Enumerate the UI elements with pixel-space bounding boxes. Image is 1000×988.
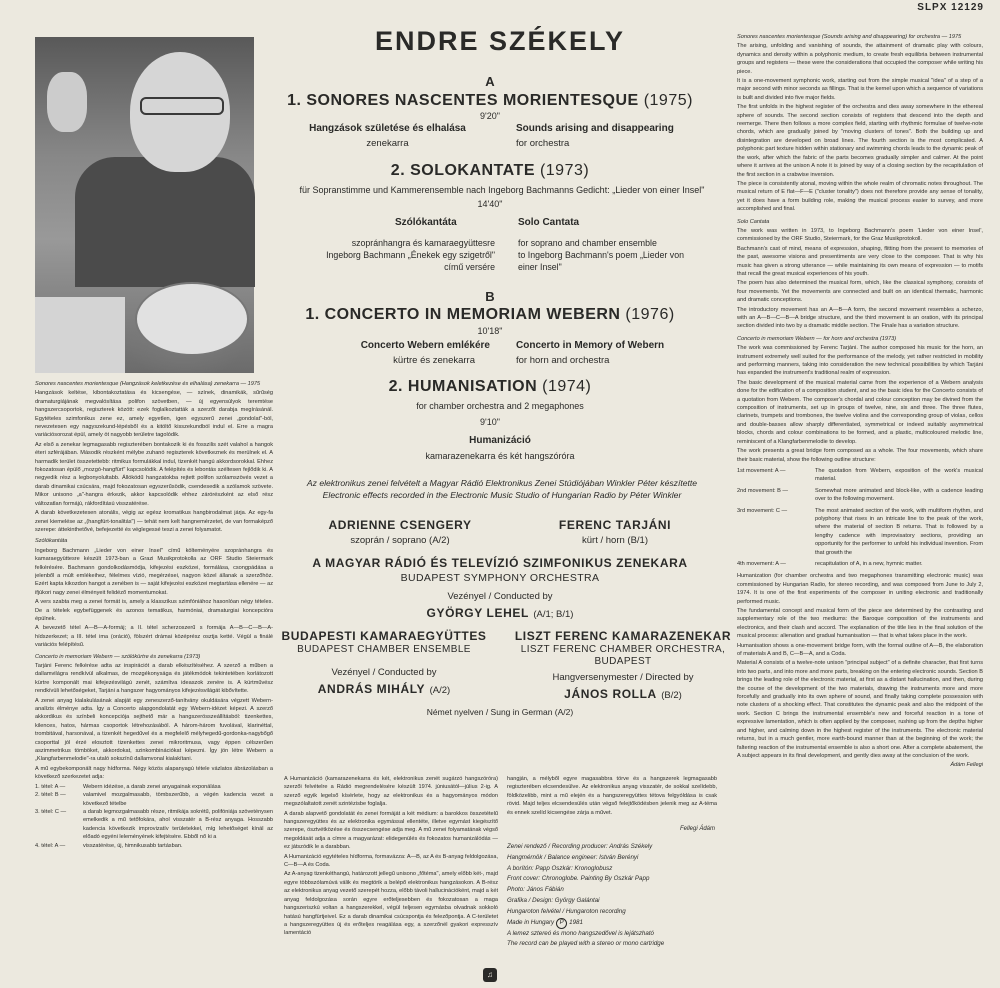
conductor-3 — [508, 685, 738, 703]
en-paragraph-11: The work presents a great bridge form composed as a whole. The four movements, which share their basic material, show the following outline structure: — [737, 448, 983, 463]
work-a2-hu-line1: szopránhangra és kamaraegyüttesre — [351, 238, 495, 248]
hum-paragraph-1: A Humanizáció (kamarazenekarra és két, elektronikus zenét sugárzó hangszóróra) szerzői felvételre a Rádió megrendelésére készült 1974. júniusától—július 2-ig. A szerző egyik legelső kísérlete, hogy az elektronikus és a hagyományos módon megszólaltatott zenét szintézisbe foglalja. — [284, 776, 498, 808]
conductor-1-label: Vezényel / Conducted by — [447, 591, 553, 602]
work-a2-hu-line2: Ingeborg Bachmann „Énekek egy szigetről" — [326, 250, 495, 260]
credit-recording: Hungaroton felvétel / Hungaroton recording — [507, 907, 626, 915]
en-movement-1: 1st movement: A — The quotation from Webern, exposition of the work's musical material. — [737, 467, 983, 483]
work-a2-en-line1: for soprano and chamber ensemble — [518, 238, 657, 248]
composer-title: ENDRE SZÉKELY — [374, 26, 626, 56]
hum-paragraph-5: hangján, a mélyből egyre magasabbra törve és a hangszerek legmagasabb regiszterében elcsendesülve. Az elektronikus anyag visszatér, de sokkal szelídebb, földközelibb, mint a mű elején és a hangszeregyüttes tétova felgyóldása is csak rövid. Majd teljes elcsendesülés után végső felejtőködésben jelenik meg az A-téma és ennek szelíd kicsengése zárja a művet. — [507, 776, 717, 816]
catalog-number: SLPX 12129 — [917, 2, 984, 13]
conductor-1-name: GYÖRGY LEHEL — [426, 606, 529, 620]
electronic-note-hu: Az elektronikus zenei felvételt a Magyar Rádió Elektronikus Zenei Stúdiójában Winkler Péter készítette — [306, 478, 698, 488]
conductor-1-ref: (A/1; B/1) — [533, 609, 574, 620]
orchestra-3-en2: BUDAPEST — [594, 656, 652, 667]
en-heading-1: Sonores nascentes morientesque (Sounds arising and disappearing) for orchestra — 1975 — [737, 34, 962, 40]
humanization-hu-part1 — [284, 775, 498, 955]
hu-movement-3: 3. tétel: C — a darab legmozgalmasabb része, ritmikája sokrétű, polifóniája szöveténysen emelkedik a mű tetőfokára, ahol visszatér a B-rész anyaga. Hosszabb kadencia következik improvizatív területekkel, míg lehetőséget kínál az előadó egyéni leleményének kifejtésére. Ebből nő ki a — [35, 808, 273, 841]
work-b2-name: 2. HUMANISATION — [388, 378, 538, 395]
performer-1-name: ADRIENNE CSENGERY — [328, 518, 472, 532]
work-b2-hu-sub: kamarazenekarra és két hangszóróra — [425, 451, 575, 461]
conductor-2-ref: (A/2) — [429, 685, 451, 696]
signature-hu: Fellegi Ádám — [679, 826, 715, 832]
credit-playback-en: The record can be played with a stereo or mono cartridge — [507, 940, 665, 948]
en-paragraph-6: Bachmann's cast of mind, means of expression, shaping, flitting from the present to memories of the past, awesome visions and presentiments are very close to the composer. That is why his music has given a strong utterance — while maintaining its own means of expression — to motifs that recall the great musical experiences of his youth. — [737, 245, 983, 277]
en-movement-2: 2nd movement: B — Somewhat more animated and block-like, with a cadence leading over to the following movement. — [737, 487, 983, 503]
work-a2-en-desc — [518, 237, 718, 273]
en-paragraph-12: The fundamental concept and musical form of the piece are determined by the contrasting and supplementary role of the two mediums: the Baroque composition of the instruments and electronics, and their clash and accord. The explanation of the title lies in the final solution of the musical process: alienation and gradual humanisation — that is what takes place in the work. — [737, 608, 983, 640]
credit-engineer: Hangmérnök / Balance engineer: István Berényi — [507, 853, 639, 861]
work-b1-name: 1. CONCERTO IN MEMORIAM WEBERN — [305, 306, 621, 323]
credit-playback-hu: A lemez sztereó és mono hangszedővel is lejátszható — [507, 929, 654, 937]
work-b1-en-sub: for horn and orchestra — [516, 355, 610, 366]
work-b2-desc: for chamber orchestra and 2 megaphones — [416, 401, 584, 411]
orchestra-1-en: BUDAPEST SYMPHONY ORCHESTRA — [400, 572, 600, 584]
hu-heading-3: Concerto in memoriam Webern — szólókürtre és zenekarra (1973) — [35, 653, 201, 660]
hum-paragraph-3: A Humanizáció egytételes hídforma, formavázza: A—B, az A és B-anyag feldolgozása, C—B—A és Coda. — [284, 853, 498, 869]
hu-paragraph-9: A mű egybekomponált nagy hídforma. Négy közös alapanyagú tétele vázlatos ábrázolásban a következő szerkezetet adja: — [35, 765, 273, 781]
work-a2-en-line3: einer Insel" — [518, 262, 562, 272]
credit-photo: Photo: János Fábián — [507, 886, 564, 894]
conductor-2-label: Vezényel / Conducted by — [331, 667, 437, 678]
conductor-3-ref: (B/2) — [661, 690, 682, 701]
photo-glasses-shape — [140, 97, 224, 115]
work-b1-year: (1976) — [625, 306, 675, 323]
hu-paragraph-7: Tarjáni Ferenc felkérése adta az inspirációt a darab elkészítéséhez. A szerző a műben a dallamvilágra rendkívül alkalmas, de mozgékonysága és játékmódok tekintetében korlátozott kürtre komponált mai kifejezésvilágú zenét, számítva ideaszok zenére is. A kürtművész rendkívüli lehetőségeket, Tarjáni a hangszer hagyományos kifejezésvilágát kibővítette. — [35, 663, 273, 695]
hu-paragraph-4: Ingeborg Bachmann „Lieder von einer Insel" című költeményére szopránhangra és kamaraegyüttesre készült 1973-ban a Grazi Musikprotokolla az ORF Studio Steiermark felkérésére. Bachmann gondolkodásmódja, kifejezési eszközei, formálása, csongpádása a jelenből a múlt emlékeihez, félelmes vízió, megérzései, nagyon közel állanak a szerzőhöz. Ezért kapta kikozdon hangot a zenében is — saját kifejezési eszközei megtartása ellenére — az ifjúkori nagy zenei élményeit felidéző momentumokat. — [35, 547, 273, 596]
conductor-2 — [274, 680, 494, 698]
work-b1-hu-sub: kürtre és zenekarra — [393, 355, 475, 366]
signature-en: Ádám Fellegi — [950, 762, 983, 769]
hu-paragraph-6: A bevezető tétel A—B—A-formáj; a II. tétel scherzoszerű s formája A—B—C—B—A-hídszerkezet; a III. tétel ima (oráció), fölszért drámai középrész osztja ketté. Végül a finálé variációs felépítésű. — [35, 625, 273, 649]
label-logo-icon: ♫ — [483, 968, 497, 982]
credit-cover-en: Front cover: Chronoglobe. Painting By Oszkár Papp — [507, 875, 650, 883]
work-a2-hu-line3: című versére — [444, 262, 495, 272]
en-paragraph-3: The first unfolds in the highest register of the orchestra and dies away somewhere in the ethereal sphere of sounds. The second section consists of registers that descend into the depth and reemerge. There then follows a more complex field, starting with rhythmic formulae of twelve-note chords, which are gradually joined by "moving clusters of tones". Both the building up and disintegration are developed on broad lines. The fourth section is the most complicated. A polyphonic part texture hidden within stationary and swimming chords leads to the dynamic peak of the work, after which the fabric of the parts becomes gradually simpler and calmer. At the point where it arrives at the unison A note it is joined by way of a closing section by the recapitulation of the first section in a crabwise inversion. — [737, 104, 983, 178]
side-b-label: B — [485, 289, 495, 304]
en-paragraph-8: The introductory movement has an A—B—A form, the second movement resembles a scherzo, with an A—B—C—B—A bridge structure, and the third movement is an oration, with its principal section divided into two by a dramatic middle section. The Finale has a variation structure. — [737, 306, 983, 330]
orchestra-2-name: BUDAPESTI KAMARAEGYÜTTES — [281, 629, 487, 643]
hu-movement-4: 4. tétel: A — visszatérése, új, himnikusabb tartásban. — [35, 842, 183, 849]
hu-paragraph-8: A zenei anyag kialakulásának alapját egy zeneszerző-tanítvány okuldására végzett Webern-analízis élménye adta. Így a Concerto alapgondolatát egy Webern-idézet képezi. A szerző akkordikus és színbeli koncepciója sejthető már a hangszerösszeállításból: tizenkettes, kilences, hatos, hármas csoportok létrehozásából. A három-három fuvolával, klarinéttal, trombitával, harsonával, a tizenkét hegedűvel és a megfelelő mélyhegedű-gordonka-nagybőgő csoporttal jól érzé elosztott tizenkettes zenei mikroritmusa, vagy éppen célszerűen aszimmetrikus tömböket, akkordokat, szinkombinációkat képezni. Így jön létre Webern a „Klangfarbenmelodie"-ra utaló sokszínű dallamvonal kialakítani. — [35, 697, 273, 763]
conductor-2-name: ANDRÁS MIHÁLY — [317, 682, 426, 696]
en-paragraph-7: The poem has also determined the musical form, which, like the classical symphony, consists of four movements. Yet the movements are connected and built on an identical thematic, harmonic and dramatic conceptions. — [737, 280, 983, 304]
hu-movement-2: 2. tétel: B — valamivel mozgalmasabb, tömbszerűbb, a végén kadencia vezet a következő tételbe — [35, 792, 273, 807]
orchestra-1-name: A MAGYAR RÁDIÓ ÉS TELEVÍZIÓ SZIMFONIKUS ZENEKARA — [312, 556, 688, 570]
hu-paragraph-5: A vers szabta meg a zenei formát is, amely a klasszikus szimfóniához hasonlóan négy tételes. De a tételek egybefüggenek és azonos tematikus, harmóniai, dramaturgiai koncepcióra épülnek. — [35, 599, 273, 622]
credit-made-in: Made in Hungary P 1981 — [507, 918, 717, 929]
work-b2-duration: 9'10" — [480, 417, 500, 427]
work-b1-title — [260, 306, 720, 324]
photo-bowl-shape — [135, 282, 249, 356]
photo-paper-shape — [35, 297, 125, 373]
en-paragraph-4: The piece is consistently atonal, moving within the whole realm of chromatic notes throughout. The musical return of E flat—F—E ("cluster tonality") does not therefore provide any sense of tonality, yet it does have a form building role, making the musical process easier to survey, and more accomplished and final. — [737, 180, 983, 213]
hu-paragraph-2: Az első a zenekar legmagasabb regiszterében bontakozik ki és fosszilis szét valahol a hangok éteri szférájában. Második részként mélybe zuhanó regiszterek következnek és merülnek el. A harmadik terület összetettebb: ritmikus formulákkal indul, tizenkét hangú akkordsorokkal. Ehhez fokozatosan épülő „mozgó-hangfürt" kapcsolódik. A felépítés és lebontás széltesen fejlődik ki. A negyedik rész a legbonyolultabb. Állóködű hangzatokba rejtett polifon szólamszövés vezet a darab dinamikai csúcsára, majd fokozatosan egyszerűsödik, csendesedik a szólamok szövete. Mikor unisono „a"-hangra érkezik, akkor kapcsolódik ehhez zárórészként az első rész változatlan formájú, rákfordítású visszatérése. — [35, 441, 273, 507]
en-paragraph-13: Humanisation shows a one-movement bridge form, with the formal outline of A—B, the elaboration of materials A and B, C—B—A, and a Coda. — [737, 642, 983, 658]
work-a1-en-title: Sounds arising and disappearing — [516, 123, 674, 134]
work-a2-title — [260, 162, 720, 180]
work-a1-hu-sub: zenekarra — [366, 138, 409, 149]
en-heading-4: Humanization (for chamber orchestra and two megaphones transmitting electronic music) was commissioned by Hungarian Radio, for stereo recording, and was composed from June to July 2, 1974. It is one of the first experiments of the composer in uniting electronic and traditionally performed music. — [737, 573, 983, 605]
side-a-label: A — [485, 74, 495, 89]
orchestra-2-en: BUDAPEST CHAMBER ENSEMBLE — [297, 644, 471, 655]
performer-2-name: FERENC TARJÁNI — [558, 518, 672, 532]
performer-1-role: szoprán / soprano (A/2) — [350, 535, 450, 546]
language-note: Német nyelven / Sung in German (A/2) — [426, 707, 574, 717]
orchestra-3-name: LISZT FERENC KAMARAZENEKAR — [514, 629, 732, 643]
work-a1-name: 1. SONORES NASCENTES MORIENTESQUE — [287, 92, 639, 109]
work-b2-hu-title: Humanizáció — [469, 435, 531, 446]
composer-photo — [35, 37, 254, 373]
work-a1-en-sub: for orchestra — [516, 138, 570, 149]
work-a2-year: (1973) — [539, 162, 590, 179]
hu-paragraph-1: Hangzások keltése, kibontakoztatása és kicsengése, — színek, dinamikák, sűrűség dramaturgiájának megvalósítása polifon szövetben, — új egyensúlyok teremtése hangszercsoportok, regiszterek között: ezek foglalkoztatták a szerzőt darabja megírásánál. Egytételes szimfonikus zene ez, amely egyetlen, igen egyszerű zenei „gondolat"-ból, nevezetesen egy nagyszekund-lépésből és a kitöltő kisszekundból indul el. Erre a magra variációsorozat épül, amely öt nagyobb területre tagolódik. — [35, 390, 273, 439]
notes-english — [737, 33, 983, 953]
work-b1-en-title: Concerto in Memory of Webern — [516, 340, 665, 351]
work-a2-name: 2. SOLOKANTATE — [390, 162, 535, 179]
credit-year: 1981 — [569, 918, 583, 926]
hum-paragraph-2: A darab alapvető gondolatát és zenei formáját a két médium: a barokkos összetételű hangszeregyüttes és az elektronika egymással ellentéte, illetve egymást kiegészítő szerepe, ösztvétközése és összecsengése adja meg. A mű zenei folyamatának végső megoldását adja a címre a magyarázat: elidegenülés és fokozatos humanizálódás — ez játszódik le a darabban. — [284, 810, 498, 851]
credit-cover-hu: A borítón: Papp Oszkár: Kronoglobusz — [507, 864, 613, 872]
work-a2-desc: für Sopranstimme und Kammerensemble nach Ingeborg Bachmanns Gedicht: „Lieder von einer Insel" — [299, 185, 705, 195]
work-a1-hu-title: Hangzások születése és elhalása — [309, 123, 466, 134]
work-a2-hu-desc — [290, 237, 495, 273]
work-b1-hu-title: Concerto Webern emlékére — [360, 340, 490, 351]
phonogram-icon: P — [556, 918, 567, 929]
conductor-3-name: JÁNOS ROLLA — [564, 687, 657, 701]
photo-hand-shape — [47, 72, 87, 132]
en-movement-3: 3rd movement: C — The most animated section of the work, with multiform rhythm, and polyphony that rises in an intricate line to the peak of the work, where the material of section B returns. That is followed by a lengthy cadence with improvisatory sections, providing an opportunity for the performer to unfold his individual invention. From that growth the — [737, 507, 983, 556]
en-heading-3: Concerto in memoriam Webern — for horn and orchestra (1973) — [737, 335, 897, 342]
credit-producer: Zenei rendező / Recording producer: András Székely — [507, 843, 653, 850]
credit-design: Grafika / Design: György Galántai — [507, 896, 600, 904]
en-movement-4: 4th movement: A — recapitulation of A, in a new, hymnic matter. — [737, 560, 923, 567]
work-a1-duration: 9'20" — [480, 111, 500, 121]
en-paragraph-2: It is a one-movement symphonic work, starting out from the simple musical "idea" of a step of a major second with minor seconds as fillings. That is the kernel upon which a sequence of variations is built and divided into five major fields. — [737, 78, 983, 101]
work-a2-duration: 14'40" — [477, 199, 503, 209]
conductor-3-label: Hangversenymester / Directed by — [552, 672, 694, 683]
orchestra-3-en1: LISZT FERENC CHAMBER ORCHESTRA, — [520, 644, 726, 655]
en-paragraph-10: The basic development of the musical material came from the experience of a Webern analysis done for the edification of a composition student, and so the basic idea for the Concerto consists of a quotation from Webern. The composer's chordal and colour conception may be divined from the composition of instruments, set up in groups of twelve, nine, six and three. The three flutes, clarinets, trumpets and trombones, the twelve violins and the corresponding group of violas, cellos and double-basses allow sharply differentiated, symmetrical or indeed suitably asymmetrical blocks, chords and colour combinations to be formed, and a plastic, multicoloured melodic line, reminiscent of a Klangfarbenmelodie to develop. — [737, 379, 983, 445]
en-heading-2: Solo Cantata — [737, 218, 770, 225]
en-paragraph-5: The work was written in 1973, to Ingeborg Bachmann's poem 'Lieder von einer Insel', commissioned by the ORF Studio, Steiermark, for the Graz Musikprotokoll. — [737, 227, 983, 243]
electronic-note-en: Electronic effects recorded in the Electronic Music Studio of Hungarian Radio by Péter Winkler — [322, 490, 682, 500]
conductor-1 — [270, 604, 730, 622]
photo-body-shape — [75, 157, 255, 287]
work-a1-year: (1975) — [643, 92, 693, 109]
en-paragraph-14: Material A consists of a twelve-note unison "principal subject" of a definite character, that first turns into two parts, and into more and more parts, breaking on the entering electronic sounds. Section B brings the leading role of the electronic material, at first as a distant hallucination, and then, during the course of the development of the two materials, drawing the instruments more and more forcefully and gradually into its own sphere of sound, and finally taking complete possession with note clusters of a shocking effect. That constitutes the dynamic peak and also the midpoint of the work. Section C brings the instrumental ensemble's new and forceful reaction in a tone of expressive lamentation, which is often applied by the composer, rushing up from the depths higher and higher, and calming down in the highest register of the instruments. The electronic material returns, but in a much gentler, more earth-bound manner than at the beginning of the work; the faltering reaction of the instrumental ensemble is also a short one. After a complete abatement, the A subject appears in its final development, and gently dies away at the conclusion of the work. — [737, 660, 983, 759]
hu-heading-2: Szólókantáta — [35, 538, 68, 545]
work-a2-en-title: Solo Cantata — [518, 217, 580, 228]
credits — [507, 842, 717, 950]
performer-2-role: kürt / horn (B/1) — [582, 535, 648, 546]
hum-paragraph-4: Az A-anyag tizenkéthangú, határozott jellegű unisono „főtéma", amely előbb két-, majd egyre többszólamúvá válik és megtörik a belépő elektronikus hangzásokon. A B-rész az elektronikus anyag vezető szerepét hozza, előbb távoli hallucinációként, majd a két anyag feldolgozása során egyre erőteljesebben és fokozatosan a maga hangszeriszkú voltan a hangszerekkel, végül teljesen egymásba olvadnak sokkoló hatású hangfürtjeivel. Ez a darab dinamikai csúcspontja és felezőpontja. A C-területet a hangszeregyüttes új és erőteljes reagálása egy, a szerzőnél gyakori expresszív lamentáció — [284, 871, 498, 937]
notes-hungarian — [35, 380, 273, 958]
work-b2-title — [260, 378, 720, 396]
hu-paragraph-3: A darab következetesen atonális, végig az egész kromatikus hangbirodalmat járja. Az egy-fa zenei kiemelése az „(hangfürt-tonalitás") — tehát nem kelt hangnemérzetet, de van formaképző szerepe: áttekinthetővé, befejezetté és véglegessé teszi a zenei folyamatot. — [35, 510, 273, 533]
work-a2-en-line2: to Ingeborg Bachmann's poem „Lieder von — [518, 250, 684, 260]
work-b1-duration: 10'18" — [477, 326, 503, 336]
hu-movement-1: 1. tétel: A — Webern idézése, a darab zenei anyagainak exponálása — [35, 783, 221, 790]
work-a2-hu-title: Szólókantáta — [395, 217, 457, 228]
work-a1-title — [260, 92, 720, 110]
hu-heading-1: Sonores nascentes morientesque (Hangzások keletkezése és elhalása) zenekarra — 1975 — [35, 381, 261, 387]
work-b2-year: (1974) — [542, 378, 592, 395]
en-paragraph-1: The arising, unfolding and vanishing of sounds, the attainment of dramatic play with colours, dynamics and density within a polyphonic medium, to create fresh equilibria between instrumental groups and registers — these were the considerations that occupied the composer while writing his piece. — [737, 43, 983, 75]
en-paragraph-9: The work was commissioned by Ferenc Tarjáni. The author composed his music for the horn, an instrument extremely well suited for the performance of the melody, yet rather restricted in mobility and performing manners, taking into consideration the new technical possibilities by which Tarjáni has expanded the instrument's traditional realm of expression. — [737, 345, 983, 377]
